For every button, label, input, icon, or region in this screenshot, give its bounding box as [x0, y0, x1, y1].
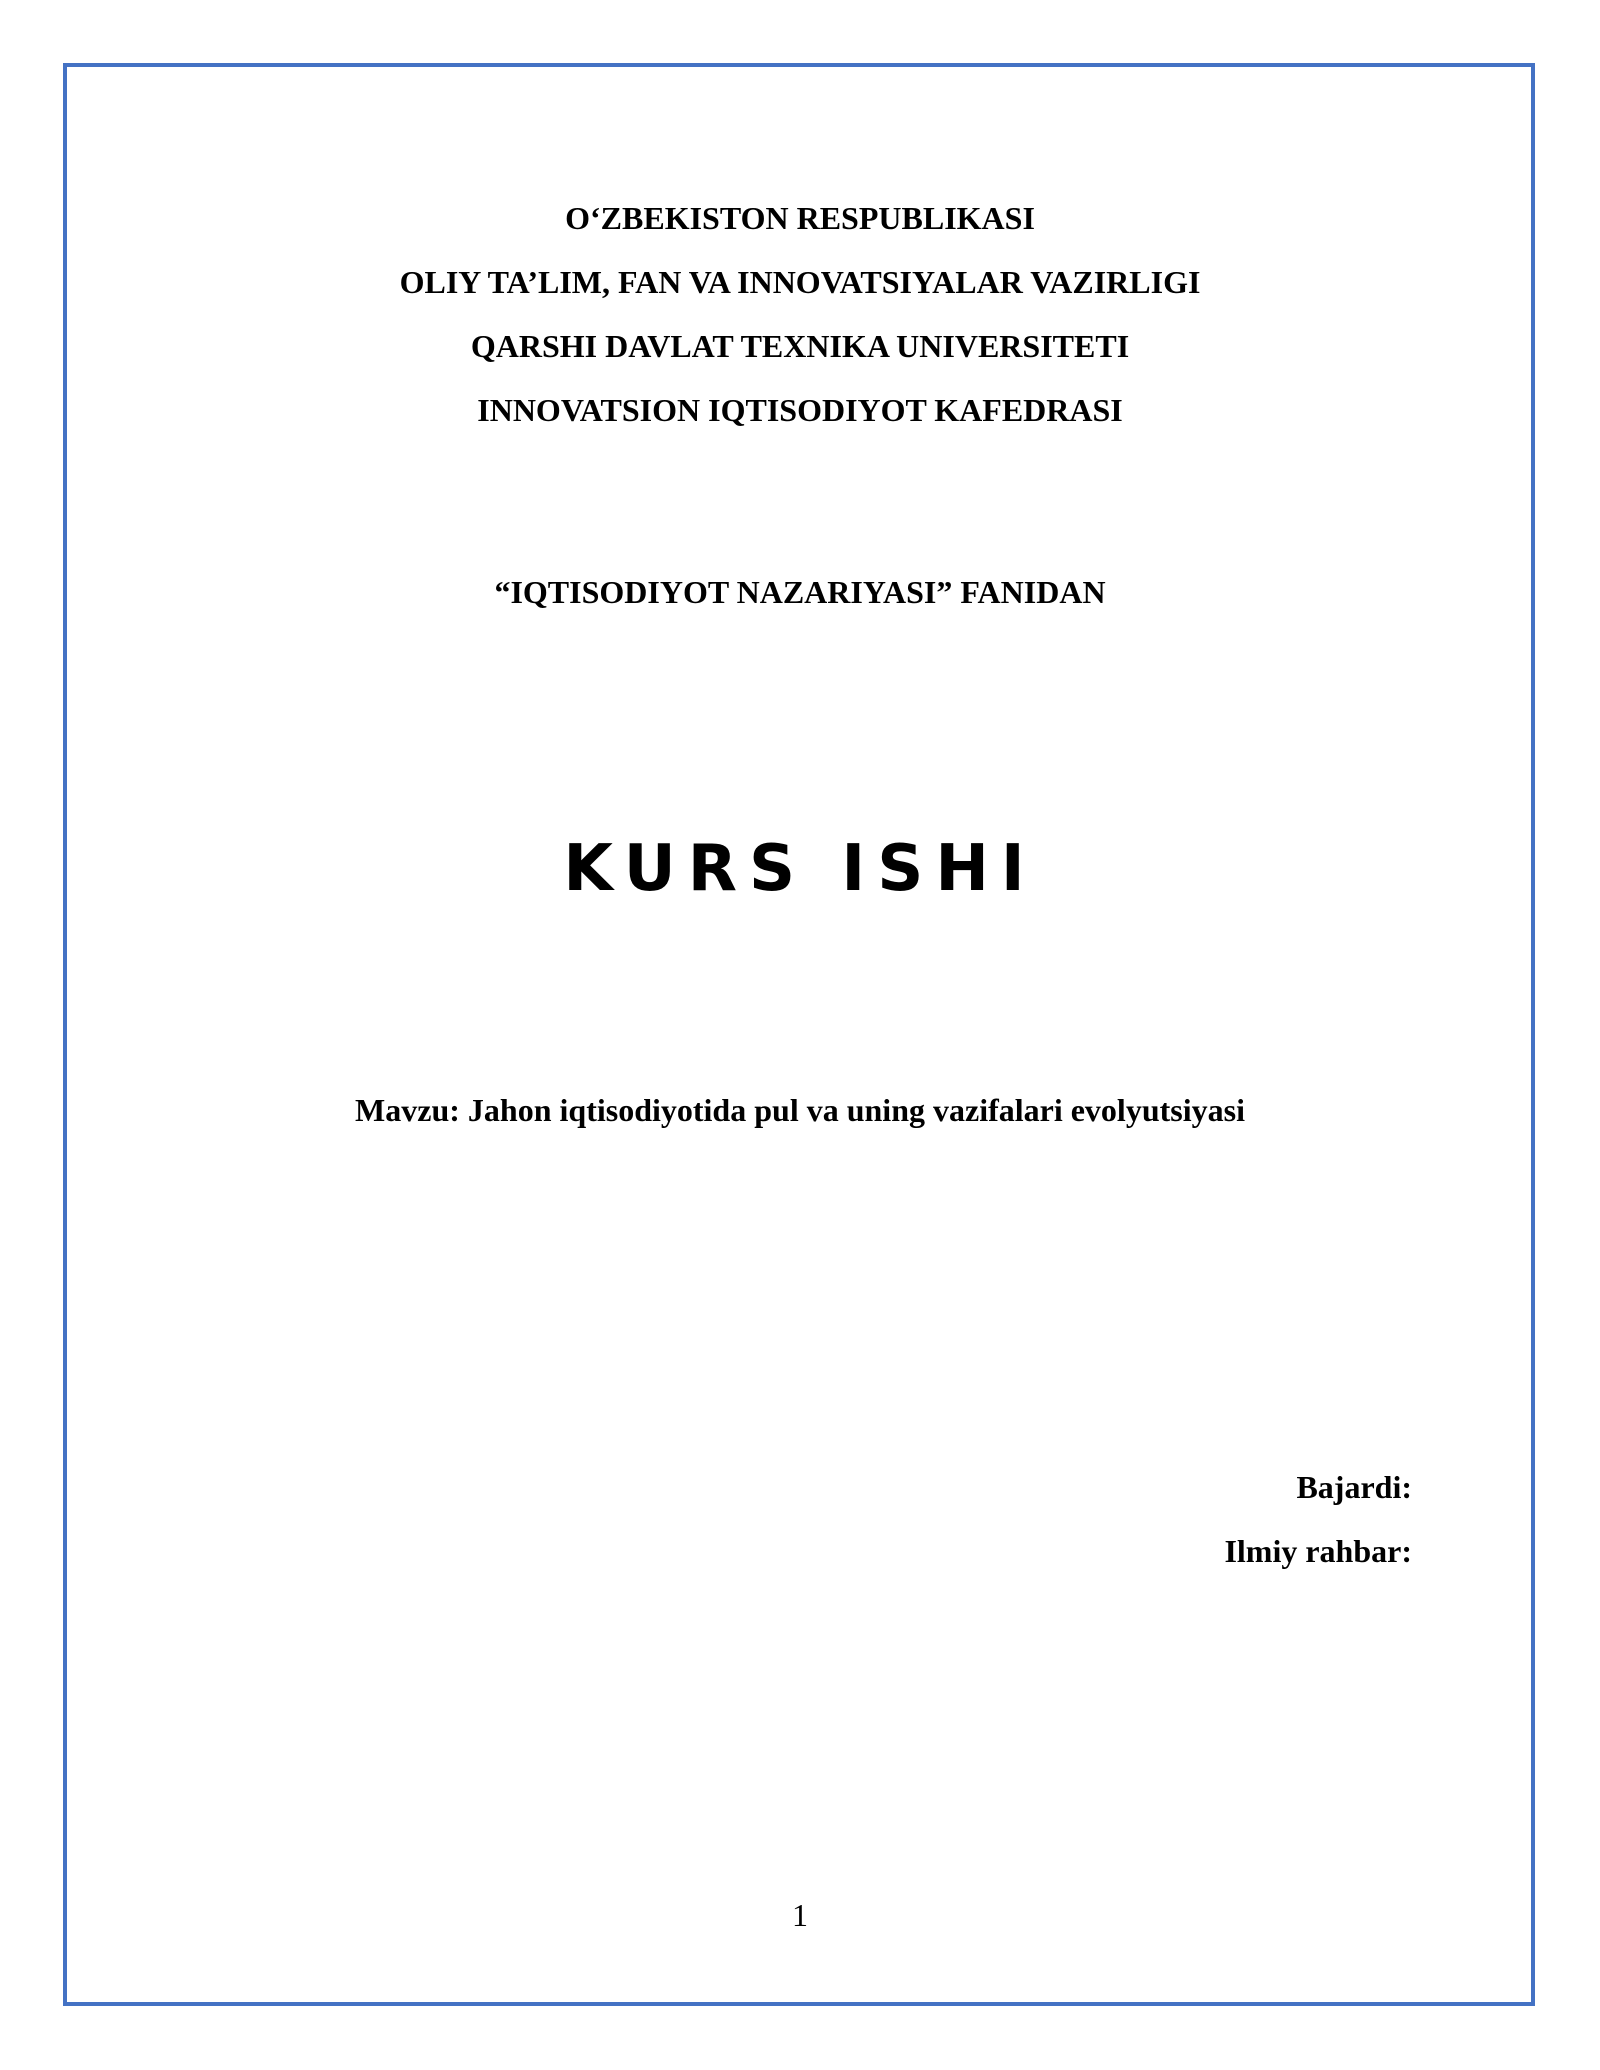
header-ministry: OLIY TA’LIM, FAN VA INNOVATSIYALAR VAZIRLIGI [399, 264, 1201, 300]
topic-line: Mavzu: Jahon iqtisodiyotida pul va uning vazifalari evolyutsiyasi [355, 1092, 1245, 1128]
subject-line: “IQTISODIYOT NAZARIYASI” FANIDAN [494, 574, 1106, 610]
performed-by-label: Bajardi: [1296, 1469, 1412, 1505]
document-title: KURS ISHI [563, 832, 1037, 906]
header-university: QARSHI DAVLAT TEXNIKA UNIVERSITETI [470, 328, 1130, 364]
header-country: O‘ZBEKISTON RESPUBLIKASI [565, 200, 1035, 236]
signature-block [1224, 1455, 1412, 1583]
supervisor-label: Ilmiy rahbar: [1224, 1533, 1412, 1569]
page-number: 1 [792, 1897, 808, 1933]
institution-header [0, 186, 1600, 442]
header-department: INNOVATSION IQTISODIYOT KAFEDRASI [477, 392, 1123, 428]
